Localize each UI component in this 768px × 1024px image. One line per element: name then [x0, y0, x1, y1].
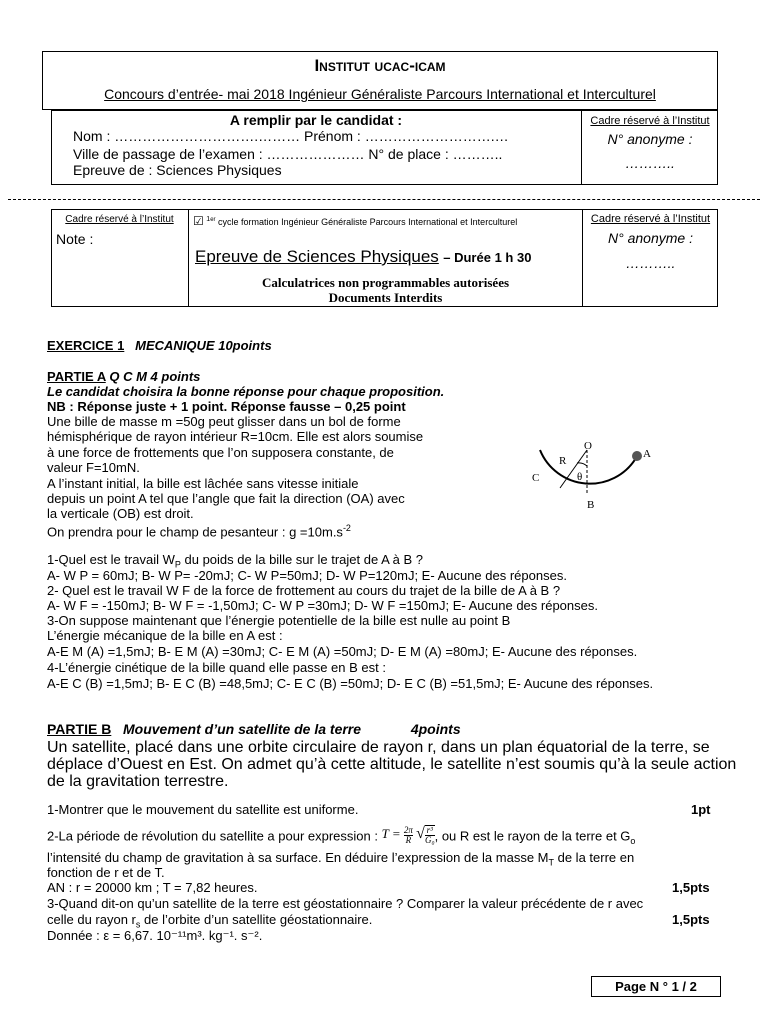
q2-line2: l’intensité du champ de gravitation à sa surface. En déduire l’expression de la masse M — [47, 850, 549, 865]
formula-r3: r³ — [426, 825, 433, 835]
cycle-line — [193, 214, 517, 228]
label-c: C — [532, 472, 540, 484]
partieA-rest: Q C M 4 points — [109, 369, 201, 384]
cut-line — [8, 199, 760, 200]
note-label: Note : — [56, 231, 94, 247]
gravity-line — [47, 521, 351, 539]
q2-line: 2- Quel est le travail W F de la force de frottement au cours du trajet de la bille de A à B ? — [47, 583, 561, 598]
cadre-reserve-label-2: Cadre réservé à l’Institut — [65, 214, 174, 225]
partieB-an-pts: 1,5pts — [672, 880, 710, 895]
epreuve-title-line — [195, 247, 531, 267]
q1-rest: du poids de la bille sur le trajet de A à B ? — [180, 552, 423, 567]
text-line-1: hémisphérique de rayon intérieur R=10cm. Elle est alors soumise — [47, 429, 424, 444]
q3-line-a: 3-On suppose maintenant que l’énergie potentielle de la bille est nulle au point B — [47, 613, 511, 628]
exercise1-heading — [47, 338, 272, 353]
text-line-2: à une force de frottements que l’on supposera constante, de — [47, 445, 394, 460]
label-o: O — [584, 440, 592, 452]
angle-arc — [577, 463, 587, 466]
anonyme-label: N° anonyme : — [607, 131, 693, 147]
text-line-0: Une bille de masse m =50g peut glisser dans un bol de forme — [47, 414, 401, 429]
partieB-heading — [47, 721, 461, 737]
partieB-title: Mouvement d’un satellite de la terre — [122, 721, 362, 737]
q2-answers: A- W F = -150mJ; B- W F = -1,50mJ; C- W P =30mJ; D- W F =150mJ; E- Aucune des réponses. — [47, 598, 598, 613]
concours-line: Concours d’entrée- mai 2018 Ingénieur Généraliste Parcours International et Interculturel — [104, 86, 656, 102]
bowl-arc — [540, 450, 636, 484]
anonyme-dots: ……….. — [625, 155, 675, 171]
partieB-intro-1: déplace d’Ouest en Est. On admet qu’à cette altitude, le satellite n’est soumis qu’à la seule action — [47, 756, 737, 773]
partieB-q2-line3: fonction de r et de T. — [47, 865, 165, 880]
text-line-5: depuis un point A tel que l’angle que fait la direction (OA) avec — [47, 491, 405, 506]
calculatrices: Calculatrices non programmables autorisées — [261, 275, 510, 290]
formula-2pi: 2π — [403, 824, 413, 835]
text-line-4: A l’instant initial, la bille est lâchée sans vitesse initiale — [47, 476, 359, 491]
candidate-title: A remplir par le candidat : — [229, 112, 403, 128]
q1-answers: A- W P = 60mJ; B- W P= -20mJ; C- W P=50mJ; D- W P=120mJ; E- Aucune des réponses. — [47, 568, 567, 583]
q3-line-b: L’énergie mécanique de la bille en A est : — [47, 628, 283, 643]
partieB-intro-2: de la gravitation terrestre. — [47, 773, 229, 790]
text-line-6: la verticale (OB) est droit. — [47, 506, 194, 521]
partieB-intro-0: Un satellite, placé dans une orbite circulaire de rayon r, dans un plan équatorial de la terre, se — [47, 739, 710, 756]
label-b: B — [587, 499, 595, 511]
q3-line2: celle du rayon r — [47, 912, 136, 927]
epreuve-field: Epreuve de : Sciences Physiques — [73, 162, 282, 178]
q2-end: , ou R est le rayon de la terre et G — [434, 828, 631, 844]
exercise1-title: EXERCICE 1 — [47, 338, 125, 353]
text-line-3: valeur F=10mN. — [47, 460, 140, 475]
formula-fraction — [404, 826, 413, 845]
q3-line2-end: de l’orbite d’un satellite géostationnaire. — [140, 912, 373, 927]
formula-sqrt-fraction — [425, 825, 435, 845]
formula-t: T = — [381, 825, 401, 841]
partieB-q1: 1-Montrer que le mouvement du satellite est uniforme. — [47, 802, 359, 817]
exercise1-subtitle: MECANIQUE 10points — [135, 338, 272, 353]
q2-line2-sub: T — [548, 857, 554, 868]
cycle-sup: 1 — [206, 216, 211, 223]
partieA-label: PARTIE A — [47, 369, 106, 384]
sqrt-symbol: √ — [416, 824, 425, 842]
partieB-donnee: Donnée : ε = 6,67. 10⁻¹¹m³. kg⁻¹. s⁻². — [47, 928, 263, 943]
documents: Documents Interdits — [328, 290, 443, 305]
ball — [632, 451, 642, 461]
q4-line: 4-L’énergie cinétique de la bille quand elle passe en B est : — [47, 660, 386, 675]
nom-prenom-field[interactable]: Nom : ………………………….……… Prénom : ……………………….… — [73, 128, 509, 144]
partieA-heading — [47, 369, 200, 384]
cycle-ord: er — [210, 217, 216, 223]
cycle-text: cycle formation Ingénieur Généraliste Parcours International et Interculturel — [218, 217, 518, 227]
label-r: R — [559, 455, 567, 467]
label-a: A — [643, 448, 651, 460]
partieB-q3-line1: 3-Quand dit-on qu’un satellite de la terre est géostationnaire ? Comparer la valeur précédente de r avec — [47, 896, 644, 911]
anonyme-label-2: N° anonyme : — [608, 230, 693, 246]
anonyme-dots-2: ……….. — [625, 255, 676, 271]
partieB-label: PARTIE B — [47, 721, 112, 737]
nb-line: NB : Réponse juste + 1 point. Réponse fausse – 0,25 point — [47, 399, 406, 414]
q2-line2-end: de la terre en — [554, 850, 635, 865]
instruction: Le candidat choisira la bonne réponse pour chaque proposition. — [47, 384, 445, 399]
ville-place-field[interactable]: Ville de passage de l’examen : ………………… N° de place : ……….. — [73, 146, 503, 162]
q1-text: 1-Quel est le travail W — [47, 552, 175, 567]
cadre-reserve-label: Cadre réservé à l’Institut — [590, 115, 710, 127]
formula-g0: G₀ — [424, 835, 435, 845]
institute-title: Institut ucac-icam — [314, 56, 446, 75]
q3-answers: A-E M (A) =1,5mJ; B- E M (A) =30mJ; C- E M (A) =50mJ; D- E M (A) =80mJ; E- Aucune des réponses. — [47, 644, 638, 659]
q2-start: 2-La période de révolution du satellite a pour expression : — [47, 828, 378, 844]
duree: – Durée 1 h 30 — [443, 250, 532, 265]
label-theta: θ — [577, 471, 583, 483]
formula-r: R — [405, 834, 412, 845]
partieB-q3-pts: 1,5pts — [672, 912, 710, 927]
partieB-points: 4points — [410, 721, 461, 737]
epreuve-title: Epreuve de Sciences Physiques — [195, 247, 439, 266]
cadre-reserve-label-3: Cadre réservé à l’Institut — [590, 213, 711, 225]
q1-sub: P — [174, 559, 181, 570]
q2-end-sub: o — [630, 836, 636, 847]
page-number: Page N ° 1 / 2 — [615, 979, 697, 994]
gravity-text: On prendra pour le champ de pesanteur : g =10m.s — [47, 524, 343, 540]
q4-answers: A-E C (B) =1,5mJ; B- E C (B) =48,5mJ; C- E C (B) =50mJ; D- E C (B) =51,5mJ; E- Aucune des réponses. — [47, 676, 654, 691]
partieB-q1-pts: 1pt — [691, 802, 711, 817]
gravity-exp: -2 — [342, 523, 351, 533]
partieB-an: AN : r = 20000 km ; T = 7,82 heures. — [47, 880, 258, 895]
q3-line2-sub: s — [135, 919, 141, 930]
partieB-q2-line1 — [47, 824, 636, 849]
checkbox-icon: ☑ — [193, 214, 204, 228]
period-formula — [382, 825, 435, 845]
